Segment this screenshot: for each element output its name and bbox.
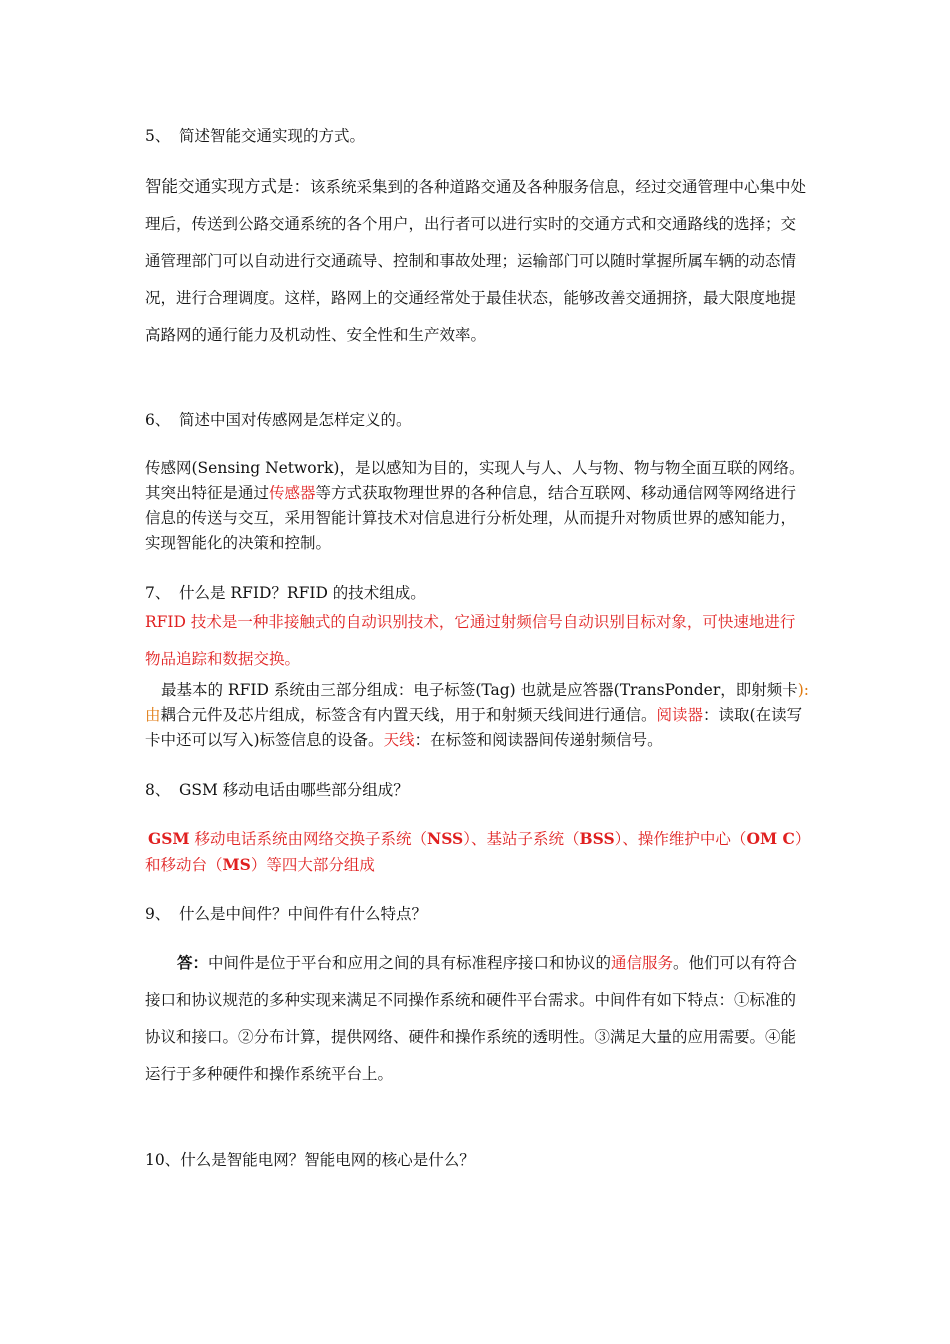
answer-text: 。他们可以有符合接口和协议规范的多种实现来满足不同操作系统和硬件平台需求。中间件有如下特点：①标准的协议和接口。②分布计算，提供网络、硬件和操作系统的透明性。③满足大量的应用需要。④能运行于多种硬件和操作系统平台上。	[145, 954, 798, 1083]
answer-term: OM C	[746, 829, 795, 848]
answer-term: NSS	[427, 829, 464, 848]
answer-text: 该系统采集到的各种道路交通及各种服务信息，经过交通管理中心集中处理后，传送到公路交通系统的各个用户，出行者可以进行实时的交通方式和交通路线的选择；交通管理部门可以自动进行交通疏导、控制和事故处理；运输部门可以随时掌握所属车辆的动态情况，进行合理调度。这样，路网上的交通经常处于最佳状态，能够改善交通拥挤，最大限度地提高路网的通行能力及机动性、安全性和生产效率。	[145, 178, 807, 344]
answer-9	[145, 944, 810, 1093]
answer-text: ：在标签和阅读器间传递射频信号。	[414, 731, 663, 749]
answer-text: ：读取(在读写卡中还可以写入)标签信息的设备。	[145, 706, 803, 749]
question-number: 10、	[145, 1151, 181, 1169]
highlight-term: 阅读器	[656, 706, 704, 724]
answer-6	[145, 456, 810, 556]
question-6	[145, 408, 810, 430]
question-5	[145, 124, 810, 146]
answer-text: 传感网(Sensing Network)，是以感知为目的，实现人与人、人与物、物与物全面互联的网络。其突出特征是通过	[145, 459, 805, 502]
question-text: 什么是 RFID？RFID 的技术组成。	[179, 584, 426, 602]
answer-text: 等方式获取物理世界的各种信息，结合互联网、移动通信网等网络进行信息的传送与交互，采用智能计算技术对信息进行分析处理，从而提升对物质世界的感知能力，实现智能化的决策和控制。	[145, 484, 797, 552]
answer-5	[145, 168, 810, 354]
question-8	[145, 778, 810, 800]
answer-text: ）等四大部分组成	[250, 856, 375, 874]
question-number: 6、	[145, 411, 171, 429]
answer-7-components	[145, 678, 810, 753]
question-number: 5、	[145, 127, 171, 145]
answer-text: 最基本的 RFID 系统由三部分组成：电子标签(Tag) 也就是应答器(TransPonder，即射频卡	[161, 681, 798, 699]
answer-term: MS	[222, 855, 251, 874]
answer-text: ）、操作维护中心（	[614, 830, 747, 848]
answer-label: 答：	[177, 953, 209, 972]
highlight-term: 通信服务	[611, 954, 674, 972]
answer-text: 中间件是位于平台和应用之间的具有标准程序接口和协议的	[208, 954, 612, 972]
question-text: 什么是中间件？中间件有什么特点？	[179, 905, 428, 923]
answer-term: BSS	[579, 829, 615, 848]
question-number: 7、	[145, 584, 171, 602]
answer-8	[145, 826, 810, 878]
question-text: 什么是智能电网？智能电网的核心是什么？	[180, 1151, 475, 1169]
highlight-term: 天线	[383, 731, 415, 749]
highlight-term: ):由	[145, 681, 810, 724]
highlight-term: 传感器	[269, 484, 316, 502]
question-number: 8、	[145, 781, 171, 799]
answer-7-definition: RFID 技术是一种非接触式的自动识别技术，它通过射频信号自动识别目标对象，可快速地进行物品追踪和数据交换。	[145, 613, 796, 668]
answer-text: 移动电话系统由网络交换子系统（	[189, 830, 428, 848]
question-text: 简述中国对传感网是怎样定义的。	[179, 411, 412, 429]
answer-lead: 智能交通实现方式是：	[145, 177, 310, 196]
question-text: 简述智能交通实现的方式。	[179, 127, 366, 145]
answer-text: ）和移动台（	[145, 830, 803, 874]
question-7	[145, 581, 810, 603]
answer-text: ）、基站子系统（	[463, 830, 580, 848]
question-number: 9、	[145, 905, 171, 923]
answer-text: 耦合元件及芯片组成，标签含有内置天线，用于和射频天线间进行通信。	[160, 706, 657, 724]
question-text: GSM 移动电话由哪些部分组成？	[179, 781, 409, 799]
question-9	[145, 902, 810, 924]
answer-term: GSM	[148, 829, 190, 848]
question-10	[145, 1148, 810, 1170]
